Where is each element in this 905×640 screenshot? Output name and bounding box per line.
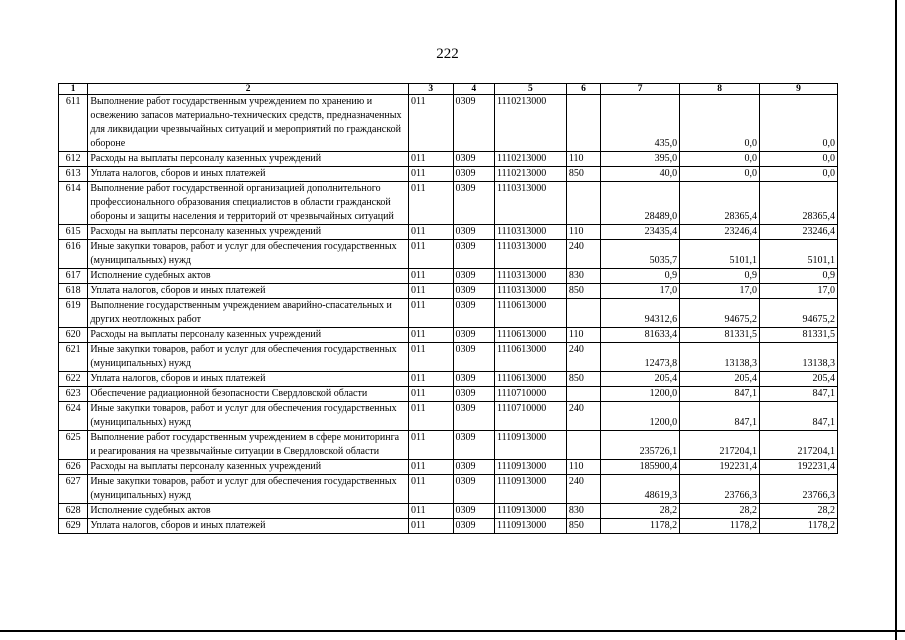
cell-col9: 5101,1 bbox=[760, 240, 838, 269]
cell-col4: 0309 bbox=[453, 475, 494, 504]
cell-col5: 1110313000 bbox=[495, 284, 567, 299]
frame-bottom-border bbox=[0, 630, 905, 632]
cell-col7: 81633,4 bbox=[601, 328, 680, 343]
row-name: Расходы на выплаты персоналу казенных учреждений bbox=[88, 328, 409, 343]
cell-col9: 13138,3 bbox=[760, 343, 838, 372]
cell-col7: 28,2 bbox=[601, 504, 680, 519]
cell-col8: 28,2 bbox=[680, 504, 760, 519]
cell-col9: 205,4 bbox=[760, 372, 838, 387]
cell-col4: 0309 bbox=[453, 240, 494, 269]
cell-col5: 1110213000 bbox=[495, 167, 567, 182]
cell-col7: 12473,8 bbox=[601, 343, 680, 372]
table-row bbox=[59, 387, 838, 402]
cell-col3: 011 bbox=[409, 460, 454, 475]
row-name: Уплата налогов, сборов и иных платежей bbox=[88, 284, 409, 299]
table-row bbox=[59, 95, 838, 152]
cell-col4: 0309 bbox=[453, 328, 494, 343]
cell-col6: 830 bbox=[566, 504, 600, 519]
cell-col7: 1178,2 bbox=[601, 519, 680, 534]
table-row bbox=[59, 475, 838, 504]
cell-col7: 5035,7 bbox=[601, 240, 680, 269]
cell-col9: 847,1 bbox=[760, 387, 838, 402]
column-header: 5 bbox=[495, 84, 567, 95]
cell-col7: 0,9 bbox=[601, 269, 680, 284]
cell-col7: 395,0 bbox=[601, 152, 680, 167]
table-body bbox=[59, 84, 838, 534]
cell-col8: 13138,3 bbox=[680, 343, 760, 372]
row-number: 625 bbox=[59, 431, 88, 460]
cell-col7: 1200,0 bbox=[601, 402, 680, 431]
row-name: Иные закупки товаров, работ и услуг для обеспечения государственных (муниципальных) нужд bbox=[88, 343, 409, 372]
cell-col9: 847,1 bbox=[760, 402, 838, 431]
cell-col4: 0309 bbox=[453, 225, 494, 240]
cell-col6: 850 bbox=[566, 284, 600, 299]
cell-col5: 1110613000 bbox=[495, 299, 567, 328]
cell-col9: 0,9 bbox=[760, 269, 838, 284]
cell-col3: 011 bbox=[409, 240, 454, 269]
cell-col5: 1110710000 bbox=[495, 402, 567, 431]
cell-col7: 205,4 bbox=[601, 372, 680, 387]
column-header: 6 bbox=[566, 84, 600, 95]
cell-col3: 011 bbox=[409, 519, 454, 534]
table-row bbox=[59, 182, 838, 225]
row-name: Выполнение работ государственной организацией дополнительного профессионального образования специалистов в области гражданской обороны и защиты населения и территорий от чрезвычайных ситуаций bbox=[88, 182, 409, 225]
cell-col9: 23246,4 bbox=[760, 225, 838, 240]
cell-col8: 0,9 bbox=[680, 269, 760, 284]
cell-col3: 011 bbox=[409, 299, 454, 328]
row-name: Исполнение судебных актов bbox=[88, 504, 409, 519]
table-row bbox=[59, 460, 838, 475]
row-number: 617 bbox=[59, 269, 88, 284]
row-number: 627 bbox=[59, 475, 88, 504]
cell-col5: 1110913000 bbox=[495, 504, 567, 519]
column-header: 9 bbox=[760, 84, 838, 95]
page-number: 222 bbox=[436, 46, 459, 62]
row-number: 614 bbox=[59, 182, 88, 225]
cell-col9: 17,0 bbox=[760, 284, 838, 299]
row-number: 623 bbox=[59, 387, 88, 402]
row-number: 616 bbox=[59, 240, 88, 269]
cell-col4: 0309 bbox=[453, 95, 494, 152]
cell-col3: 011 bbox=[409, 387, 454, 402]
cell-col8: 847,1 bbox=[680, 402, 760, 431]
cell-col3: 011 bbox=[409, 372, 454, 387]
cell-col8: 28365,4 bbox=[680, 182, 760, 225]
table-row bbox=[59, 343, 838, 372]
row-name: Выполнение работ государственным учреждением по хранению и освежению запасов материально-технических средств, предназначенных для ликвидации чрезвычайных ситуаций и мероприятий по гражданской обороне bbox=[88, 95, 409, 152]
table-row bbox=[59, 269, 838, 284]
cell-col7: 94312,6 bbox=[601, 299, 680, 328]
cell-col7: 435,0 bbox=[601, 95, 680, 152]
cell-col4: 0309 bbox=[453, 402, 494, 431]
table-row bbox=[59, 225, 838, 240]
row-name: Обеспечение радиационной безопасности Свердловской области bbox=[88, 387, 409, 402]
cell-col3: 011 bbox=[409, 95, 454, 152]
row-name: Расходы на выплаты персоналу казенных учреждений bbox=[88, 152, 409, 167]
cell-col7: 185900,4 bbox=[601, 460, 680, 475]
row-name: Иные закупки товаров, работ и услуг для обеспечения государственных (муниципальных) нужд bbox=[88, 240, 409, 269]
row-number: 613 bbox=[59, 167, 88, 182]
row-number: 611 bbox=[59, 95, 88, 152]
table-row bbox=[59, 328, 838, 343]
column-header: 7 bbox=[601, 84, 680, 95]
table-row bbox=[59, 152, 838, 167]
row-number: 622 bbox=[59, 372, 88, 387]
cell-col6 bbox=[566, 182, 600, 225]
cell-col5: 1110613000 bbox=[495, 343, 567, 372]
cell-col8: 847,1 bbox=[680, 387, 760, 402]
cell-col3: 011 bbox=[409, 504, 454, 519]
cell-col6: 240 bbox=[566, 343, 600, 372]
cell-col4: 0309 bbox=[453, 431, 494, 460]
table-row bbox=[59, 284, 838, 299]
cell-col8: 0,0 bbox=[680, 152, 760, 167]
row-number: 612 bbox=[59, 152, 88, 167]
table-row bbox=[59, 431, 838, 460]
cell-col3: 011 bbox=[409, 167, 454, 182]
cell-col3: 011 bbox=[409, 269, 454, 284]
cell-col3: 011 bbox=[409, 475, 454, 504]
column-header: 3 bbox=[409, 84, 454, 95]
cell-col7: 1200,0 bbox=[601, 387, 680, 402]
cell-col4: 0309 bbox=[453, 167, 494, 182]
cell-col5: 1110313000 bbox=[495, 240, 567, 269]
cell-col6: 850 bbox=[566, 372, 600, 387]
cell-col8: 1178,2 bbox=[680, 519, 760, 534]
cell-col6: 110 bbox=[566, 460, 600, 475]
cell-col4: 0309 bbox=[453, 504, 494, 519]
table-row bbox=[59, 504, 838, 519]
cell-col4: 0309 bbox=[453, 182, 494, 225]
row-name: Иные закупки товаров, работ и услуг для обеспечения государственных (муниципальных) нужд bbox=[88, 402, 409, 431]
table-row bbox=[59, 299, 838, 328]
cell-col3: 011 bbox=[409, 402, 454, 431]
row-number: 628 bbox=[59, 504, 88, 519]
row-name: Расходы на выплаты персоналу казенных учреждений bbox=[88, 225, 409, 240]
cell-col8: 94675,2 bbox=[680, 299, 760, 328]
row-name: Уплата налогов, сборов и иных платежей bbox=[88, 519, 409, 534]
cell-col5: 1110213000 bbox=[495, 95, 567, 152]
cell-col8: 0,0 bbox=[680, 167, 760, 182]
row-name: Иные закупки товаров, работ и услуг для обеспечения государственных (муниципальных) нужд bbox=[88, 475, 409, 504]
row-number: 624 bbox=[59, 402, 88, 431]
cell-col6: 240 bbox=[566, 240, 600, 269]
cell-col8: 0,0 bbox=[680, 95, 760, 152]
budget-table bbox=[58, 83, 838, 534]
cell-col3: 011 bbox=[409, 182, 454, 225]
cell-col4: 0309 bbox=[453, 284, 494, 299]
cell-col4: 0309 bbox=[453, 519, 494, 534]
cell-col4: 0309 bbox=[453, 460, 494, 475]
table-header-row bbox=[59, 84, 838, 95]
cell-col6: 830 bbox=[566, 269, 600, 284]
cell-col5: 1110913000 bbox=[495, 475, 567, 504]
row-number: 615 bbox=[59, 225, 88, 240]
cell-col5: 1110913000 bbox=[495, 431, 567, 460]
table-row bbox=[59, 240, 838, 269]
cell-col5: 1110613000 bbox=[495, 328, 567, 343]
row-name: Исполнение судебных актов bbox=[88, 269, 409, 284]
cell-col5: 1110313000 bbox=[495, 269, 567, 284]
cell-col7: 235726,1 bbox=[601, 431, 680, 460]
cell-col6: 240 bbox=[566, 402, 600, 431]
cell-col6 bbox=[566, 431, 600, 460]
cell-col7: 17,0 bbox=[601, 284, 680, 299]
row-number: 621 bbox=[59, 343, 88, 372]
cell-col7: 40,0 bbox=[601, 167, 680, 182]
cell-col8: 192231,4 bbox=[680, 460, 760, 475]
cell-col4: 0309 bbox=[453, 372, 494, 387]
cell-col3: 011 bbox=[409, 152, 454, 167]
cell-col7: 23435,4 bbox=[601, 225, 680, 240]
column-header: 1 bbox=[59, 84, 88, 95]
cell-col9: 28365,4 bbox=[760, 182, 838, 225]
cell-col5: 1110913000 bbox=[495, 460, 567, 475]
cell-col3: 011 bbox=[409, 343, 454, 372]
cell-col9: 217204,1 bbox=[760, 431, 838, 460]
column-header: 2 bbox=[88, 84, 409, 95]
table-row bbox=[59, 167, 838, 182]
cell-col9: 192231,4 bbox=[760, 460, 838, 475]
cell-col4: 0309 bbox=[453, 299, 494, 328]
cell-col8: 17,0 bbox=[680, 284, 760, 299]
cell-col5: 1110913000 bbox=[495, 519, 567, 534]
cell-col5: 1110313000 bbox=[495, 182, 567, 225]
cell-col7: 28489,0 bbox=[601, 182, 680, 225]
cell-col9: 0,0 bbox=[760, 152, 838, 167]
cell-col9: 94675,2 bbox=[760, 299, 838, 328]
cell-col9: 1178,2 bbox=[760, 519, 838, 534]
cell-col4: 0309 bbox=[453, 387, 494, 402]
cell-col9: 23766,3 bbox=[760, 475, 838, 504]
row-number: 620 bbox=[59, 328, 88, 343]
row-name: Выполнение государственным учреждением аварийно-спасательных и других неотложных работ bbox=[88, 299, 409, 328]
cell-col5: 1110710000 bbox=[495, 387, 567, 402]
cell-col5: 1110313000 bbox=[495, 225, 567, 240]
cell-col3: 011 bbox=[409, 431, 454, 460]
cell-col6: 850 bbox=[566, 167, 600, 182]
cell-col6 bbox=[566, 387, 600, 402]
cell-col3: 011 bbox=[409, 284, 454, 299]
cell-col8: 217204,1 bbox=[680, 431, 760, 460]
cell-col8: 205,4 bbox=[680, 372, 760, 387]
cell-col9: 81331,5 bbox=[760, 328, 838, 343]
row-name: Расходы на выплаты персоналу казенных учреждений bbox=[88, 460, 409, 475]
cell-col3: 011 bbox=[409, 225, 454, 240]
cell-col6: 110 bbox=[566, 152, 600, 167]
table-row bbox=[59, 402, 838, 431]
cell-col9: 0,0 bbox=[760, 95, 838, 152]
cell-col6: 110 bbox=[566, 225, 600, 240]
cell-col5: 1110213000 bbox=[495, 152, 567, 167]
cell-col9: 28,2 bbox=[760, 504, 838, 519]
cell-col8: 5101,1 bbox=[680, 240, 760, 269]
cell-col5: 1110613000 bbox=[495, 372, 567, 387]
cell-col9: 0,0 bbox=[760, 167, 838, 182]
cell-col6 bbox=[566, 95, 600, 152]
cell-col4: 0309 bbox=[453, 343, 494, 372]
cell-col6: 110 bbox=[566, 328, 600, 343]
column-header: 8 bbox=[680, 84, 760, 95]
cell-col6 bbox=[566, 299, 600, 328]
row-name: Уплата налогов, сборов и иных платежей bbox=[88, 167, 409, 182]
cell-col4: 0309 bbox=[453, 269, 494, 284]
cell-col6: 850 bbox=[566, 519, 600, 534]
row-number: 618 bbox=[59, 284, 88, 299]
cell-col4: 0309 bbox=[453, 152, 494, 167]
table-row bbox=[59, 372, 838, 387]
row-number: 629 bbox=[59, 519, 88, 534]
row-name: Уплата налогов, сборов и иных платежей bbox=[88, 372, 409, 387]
row-name: Выполнение работ государственным учреждением в сфере мониторинга и реагирования на чрезвычайные ситуации в Свердловской области bbox=[88, 431, 409, 460]
cell-col8: 23766,3 bbox=[680, 475, 760, 504]
cell-col7: 48619,3 bbox=[601, 475, 680, 504]
row-number: 626 bbox=[59, 460, 88, 475]
row-number: 619 bbox=[59, 299, 88, 328]
column-header: 4 bbox=[453, 84, 494, 95]
frame-right-border bbox=[895, 0, 897, 640]
cell-col3: 011 bbox=[409, 328, 454, 343]
cell-col8: 23246,4 bbox=[680, 225, 760, 240]
table-row bbox=[59, 519, 838, 534]
cell-col8: 81331,5 bbox=[680, 328, 760, 343]
cell-col6: 240 bbox=[566, 475, 600, 504]
